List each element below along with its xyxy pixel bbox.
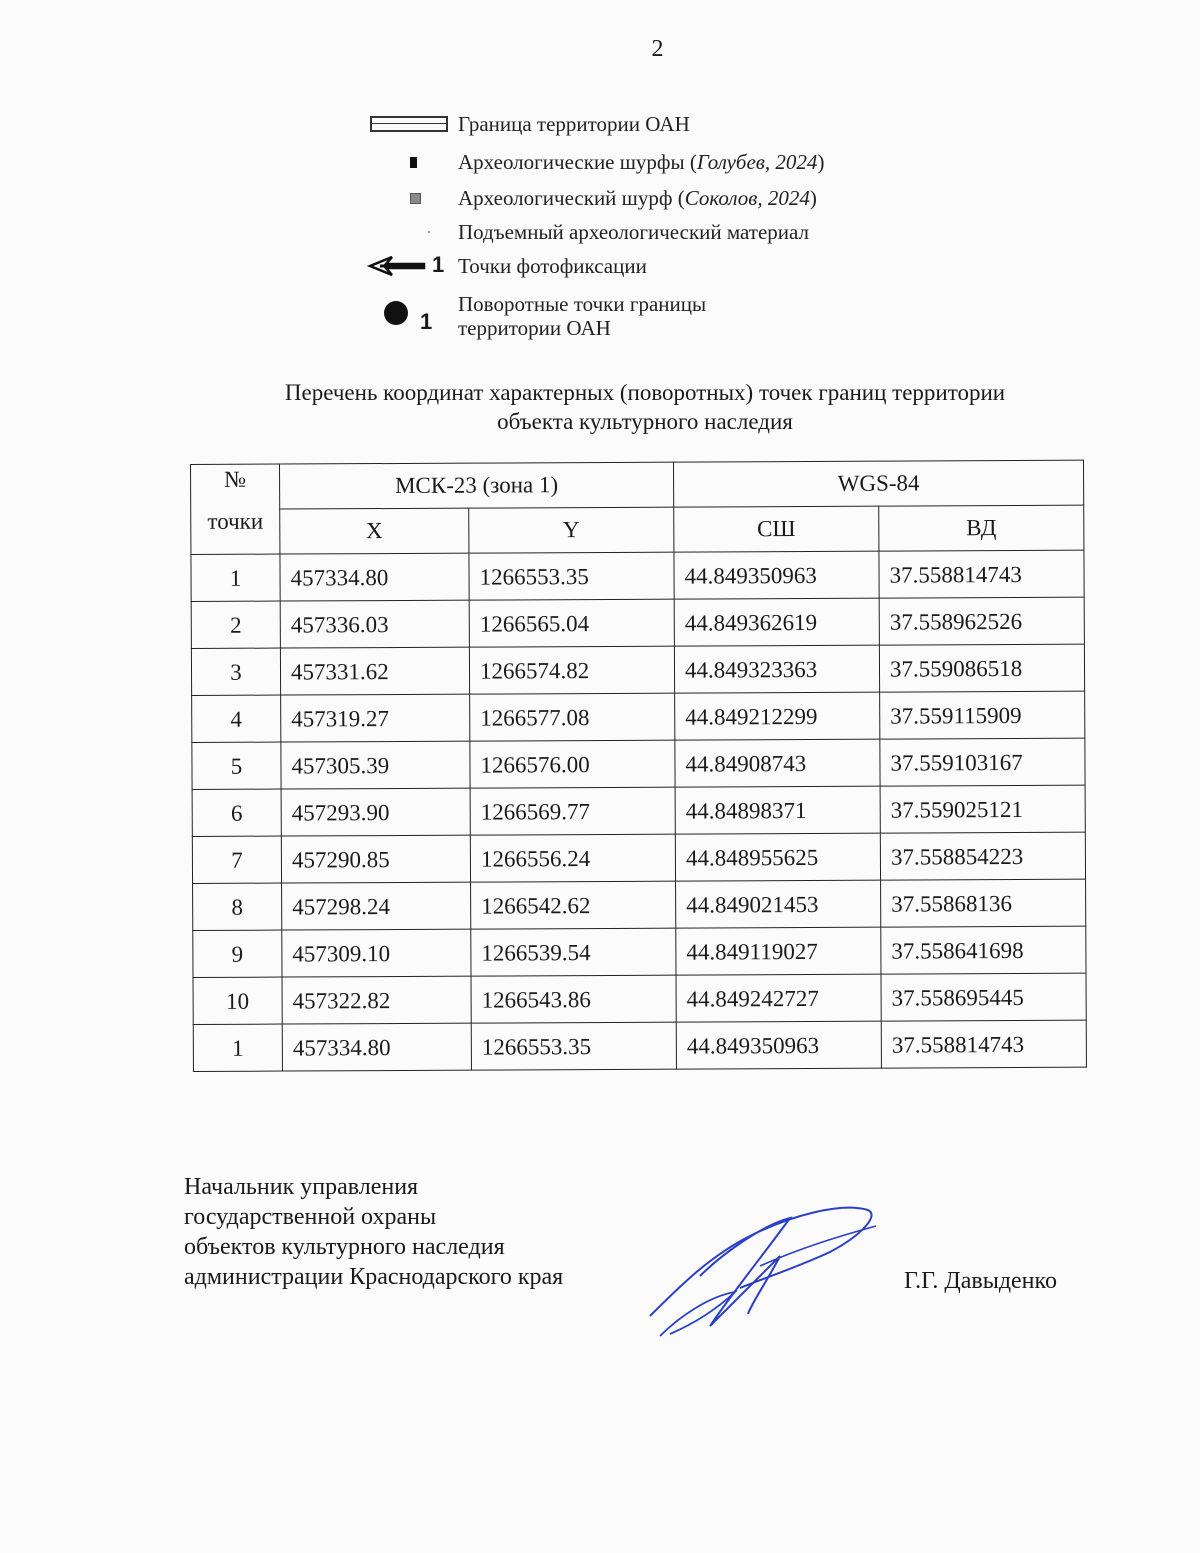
cell-x: 457319.27 [281,694,470,742]
header-point-number: № точки [191,464,280,554]
table-row [191,550,1084,601]
cell-lon: 37.559115909 [880,691,1085,739]
cell-lon: 37.558814743 [879,550,1084,598]
cell-lat: 44.848955625 [675,833,880,881]
cell-lon: 37.558641698 [881,926,1086,974]
header-x: X [280,508,469,554]
header-lat: СШ [674,506,879,552]
cell-x: 457298.24 [282,882,471,930]
table-row [192,832,1085,883]
caption-line-1: Перечень координат характерных (поворотных) точек границ территории [284,380,1006,405]
cell-x: 457331.62 [280,647,469,695]
legend-label-photo-points: Точки фотофиксации [458,254,647,278]
position-line-4: администрации Краснодарского края [184,1264,564,1290]
legend-label-pits-golubev: Археологические шурфы (Голубев, 2024) [458,150,825,174]
legend-label-surface-material: Подъемный археологический материал [458,220,810,244]
cell-lon: 37.55868136 [881,879,1086,927]
cell-point-number: 8 [193,883,282,930]
legend-label-turning-points: Поворотные точки границы территории ОАН [458,292,707,340]
table-row [193,1020,1086,1071]
table-row [193,926,1086,977]
cell-y: 1266553.35 [471,1022,676,1070]
cell-lon: 37.558962526 [879,597,1084,645]
cell-point-number: 10 [193,977,282,1024]
black-pit-icon [410,157,417,168]
position-line-3: объектов культурного наследия [184,1234,505,1260]
cell-y: 1266556.24 [470,834,675,882]
cell-point-number: 9 [193,930,282,977]
cell-lon: 37.558814743 [881,1020,1086,1068]
signatory-position [184,1172,563,1292]
cell-lat: 44.84908743 [675,739,880,787]
cell-lon: 37.559086518 [879,644,1084,692]
boundary-line-icon [370,116,448,132]
cell-lat: 44.849350963 [676,1021,881,1069]
legend-item-photo-points [366,248,926,284]
cell-point-number: 1 [191,554,280,601]
gray-pit-icon [410,193,421,204]
cell-y: 1266553.35 [469,552,674,600]
position-line-1: Начальник управления [184,1174,419,1200]
cell-lat: 44.849350963 [674,551,879,599]
header-y: Y [469,507,674,553]
legend-label-pit-sokolov: Археологический шурф (Соколов, 2024) [458,186,817,210]
table-row [193,973,1086,1024]
cell-point-number: 1 [193,1024,282,1071]
header-lon: ВД [879,505,1084,551]
cell-lat: 44.849362619 [674,598,879,646]
table-row [192,691,1085,742]
cell-y: 1266542.62 [471,881,676,929]
cell-x: 457290.85 [281,835,470,883]
legend-item-pit-sokolov [366,180,926,216]
handwritten-signature [640,1196,880,1346]
cell-y: 1266576.00 [470,740,675,788]
table-row [192,785,1085,836]
cell-x: 457309.10 [282,929,471,977]
table-body [191,550,1087,1071]
legend-item-turning-points [366,286,926,342]
cell-x: 457305.39 [281,741,470,789]
cell-x: 457334.80 [282,1023,471,1071]
cell-point-number: 5 [192,742,281,789]
cell-y: 1266543.86 [471,975,676,1023]
coordinates-caption [160,378,1130,436]
turning-point-icon [366,289,452,339]
header-msk23: МСК-23 (зона 1) [280,462,674,509]
coordinates-table [190,460,1087,1072]
cell-lon: 37.558695445 [881,973,1086,1021]
table-row [193,879,1086,930]
legend-label-boundary: Граница территории ОАН [458,112,690,136]
cell-lat: 44.849119027 [676,927,881,975]
legend-item-surface-material [366,214,926,250]
cell-point-number: 6 [192,789,281,836]
cell-lat: 44.849323363 [674,645,879,693]
cell-y: 1266565.04 [469,599,674,647]
caption-line-2: объекта культурного наследия [497,409,793,434]
cell-point-number: 7 [192,836,281,883]
position-line-2: государственной охраны [184,1204,437,1230]
table-row [192,738,1085,789]
turning-point-marker-number: 1 [420,309,433,334]
cell-point-number: 2 [191,601,280,648]
cell-x: 457334.80 [280,553,469,601]
cell-x: 457322.82 [282,976,471,1024]
legend-item-boundary [366,106,926,142]
cell-point-number: 3 [191,648,280,695]
cell-lon: 37.559103167 [880,738,1085,786]
cell-lat: 44.849021453 [676,880,881,928]
photo-point-marker-number: 1 [432,252,445,277]
cell-lon: 37.559025121 [880,785,1085,833]
cell-y: 1266577.08 [470,693,675,741]
cell-y: 1266574.82 [469,646,674,694]
legend-item-pits-golubev [366,144,926,180]
table-row [191,597,1084,648]
cell-lat: 44.84898371 [675,786,880,834]
header-wgs84: WGS-84 [673,460,1083,507]
signatory-name: Г.Г. Давыденко [904,1268,1057,1294]
cell-y: 1266539.54 [471,928,676,976]
page-number: 2 [651,36,664,62]
small-dot-icon [428,231,430,233]
cell-lon: 37.558854223 [880,832,1085,880]
cell-y: 1266569.77 [470,787,675,835]
cell-lat: 44.849212299 [675,692,880,740]
cell-x: 457336.03 [280,600,469,648]
table-row [191,644,1084,695]
cell-lat: 44.849242727 [676,974,881,1022]
photo-arrow-icon [366,248,452,284]
cell-point-number: 4 [192,695,281,742]
cell-x: 457293.90 [281,788,470,836]
